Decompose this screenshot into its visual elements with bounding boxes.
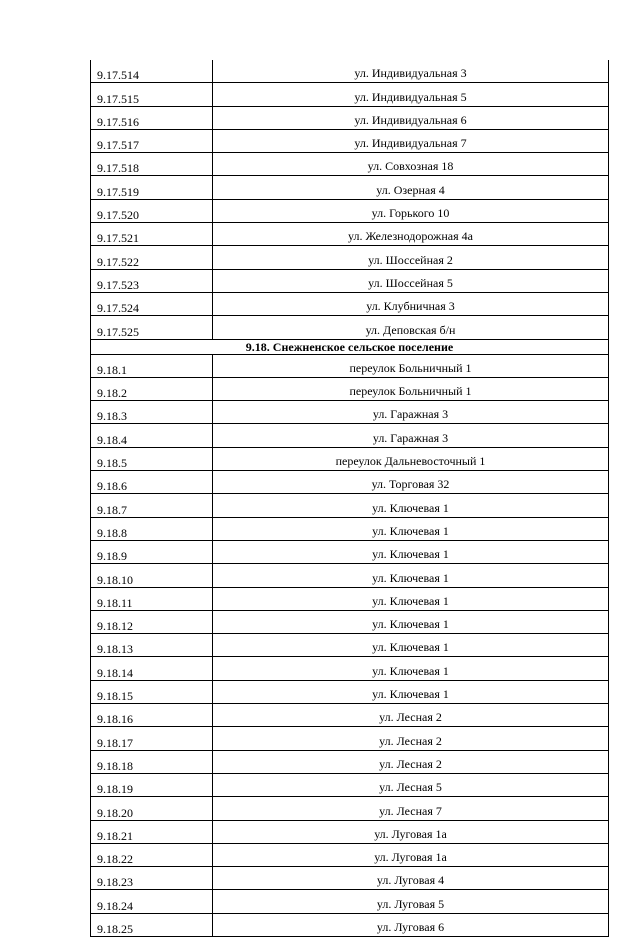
table-row [91, 867, 609, 890]
row-address: ул. Луговая 1а [213, 820, 609, 843]
table-row [91, 540, 609, 563]
table-row [91, 890, 609, 913]
row-address: ул. Горького 10 [213, 199, 609, 222]
row-code: 9.18.3 [91, 401, 213, 424]
table-row [91, 424, 609, 447]
row-address: ул. Ключевая 1 [213, 634, 609, 657]
document-page [90, 60, 609, 937]
row-code: 9.18.19 [91, 773, 213, 796]
table-row [91, 223, 609, 246]
row-address: ул. Лесная 2 [213, 750, 609, 773]
table-row [91, 587, 609, 610]
table-row [91, 246, 609, 269]
row-address: ул. Индивидуальная 3 [213, 60, 609, 83]
row-address: ул. Шоссейная 2 [213, 246, 609, 269]
table-row [91, 610, 609, 633]
row-code: 9.18.5 [91, 447, 213, 470]
row-code: 9.18.4 [91, 424, 213, 447]
row-address: ул. Клубничная 3 [213, 292, 609, 315]
row-address: ул. Лесная 5 [213, 773, 609, 796]
table-row [91, 129, 609, 152]
section-title: 9.18. Снежненское сельское поселение [91, 339, 609, 354]
row-code: 9.18.20 [91, 797, 213, 820]
row-code: 9.18.13 [91, 634, 213, 657]
row-code: 9.18.16 [91, 704, 213, 727]
row-address: ул. Гаражная 3 [213, 401, 609, 424]
row-address: ул. Ключевая 1 [213, 540, 609, 563]
row-code: 9.18.15 [91, 680, 213, 703]
row-code: 9.18.25 [91, 913, 213, 936]
row-code: 9.18.22 [91, 843, 213, 866]
table-row [91, 153, 609, 176]
row-address: ул. Лесная 2 [213, 727, 609, 750]
row-code: 9.17.518 [91, 153, 213, 176]
row-code: 9.17.521 [91, 223, 213, 246]
row-address: переулок Дальневосточный 1 [213, 447, 609, 470]
row-address: ул. Ключевая 1 [213, 657, 609, 680]
row-address: ул. Лесная 7 [213, 797, 609, 820]
row-address: переулок Больничный 1 [213, 354, 609, 377]
row-code: 9.17.523 [91, 269, 213, 292]
row-address: ул. Луговая 5 [213, 890, 609, 913]
row-address: ул. Луговая 6 [213, 913, 609, 936]
table-row [91, 773, 609, 796]
row-address: ул. Озерная 4 [213, 176, 609, 199]
row-address: ул. Ключевая 1 [213, 494, 609, 517]
table-row [91, 564, 609, 587]
row-code: 9.17.522 [91, 246, 213, 269]
row-code: 9.18.24 [91, 890, 213, 913]
address-table-body [91, 60, 609, 936]
table-row [91, 494, 609, 517]
row-address: ул. Индивидуальная 7 [213, 129, 609, 152]
table-row [91, 750, 609, 773]
row-address: ул. Индивидуальная 5 [213, 83, 609, 106]
table-row [91, 401, 609, 424]
section-row [91, 339, 609, 354]
table-row [91, 471, 609, 494]
table-row [91, 83, 609, 106]
row-code: 9.18.17 [91, 727, 213, 750]
table-row [91, 316, 609, 339]
row-address: ул. Железнодорожная 4а [213, 223, 609, 246]
row-code: 9.18.6 [91, 471, 213, 494]
row-address: ул. Луговая 4 [213, 867, 609, 890]
row-code: 9.18.9 [91, 540, 213, 563]
row-code: 9.18.8 [91, 517, 213, 540]
row-code: 9.17.517 [91, 129, 213, 152]
row-address: ул. Деповская б/н [213, 316, 609, 339]
row-code: 9.17.525 [91, 316, 213, 339]
table-row [91, 657, 609, 680]
row-code: 9.18.10 [91, 564, 213, 587]
row-code: 9.17.519 [91, 176, 213, 199]
table-row [91, 680, 609, 703]
table-row [91, 269, 609, 292]
table-row [91, 797, 609, 820]
row-code: 9.17.516 [91, 106, 213, 129]
row-code: 9.18.23 [91, 867, 213, 890]
row-code: 9.18.18 [91, 750, 213, 773]
row-code: 9.18.21 [91, 820, 213, 843]
row-address: ул. Ключевая 1 [213, 564, 609, 587]
row-address: ул. Ключевая 1 [213, 680, 609, 703]
row-address: ул. Совхозная 18 [213, 153, 609, 176]
row-address: ул. Ключевая 1 [213, 517, 609, 540]
row-code: 9.17.524 [91, 292, 213, 315]
table-row [91, 176, 609, 199]
table-row [91, 634, 609, 657]
row-address: переулок Больничный 1 [213, 377, 609, 400]
table-row [91, 727, 609, 750]
table-row [91, 447, 609, 470]
row-code: 9.18.1 [91, 354, 213, 377]
table-row [91, 199, 609, 222]
row-code: 9.17.515 [91, 83, 213, 106]
table-row [91, 843, 609, 866]
table-row [91, 354, 609, 377]
row-code: 9.18.11 [91, 587, 213, 610]
table-row [91, 292, 609, 315]
row-address: ул. Гаражная 3 [213, 424, 609, 447]
row-address: ул. Ключевая 1 [213, 610, 609, 633]
row-address: ул. Лесная 2 [213, 704, 609, 727]
row-code: 9.18.7 [91, 494, 213, 517]
row-address: ул. Шоссейная 5 [213, 269, 609, 292]
row-address: ул. Луговая 1а [213, 843, 609, 866]
row-address: ул. Индивидуальная 6 [213, 106, 609, 129]
table-row [91, 60, 609, 83]
row-code: 9.18.14 [91, 657, 213, 680]
table-row [91, 377, 609, 400]
table-row [91, 820, 609, 843]
row-code: 9.18.12 [91, 610, 213, 633]
row-code: 9.17.514 [91, 60, 213, 83]
address-table [90, 60, 609, 937]
table-row [91, 106, 609, 129]
table-row [91, 517, 609, 540]
row-address: ул. Ключевая 1 [213, 587, 609, 610]
row-code: 9.18.2 [91, 377, 213, 400]
table-row [91, 704, 609, 727]
table-row [91, 913, 609, 936]
row-code: 9.17.520 [91, 199, 213, 222]
row-address: ул. Торговая 32 [213, 471, 609, 494]
